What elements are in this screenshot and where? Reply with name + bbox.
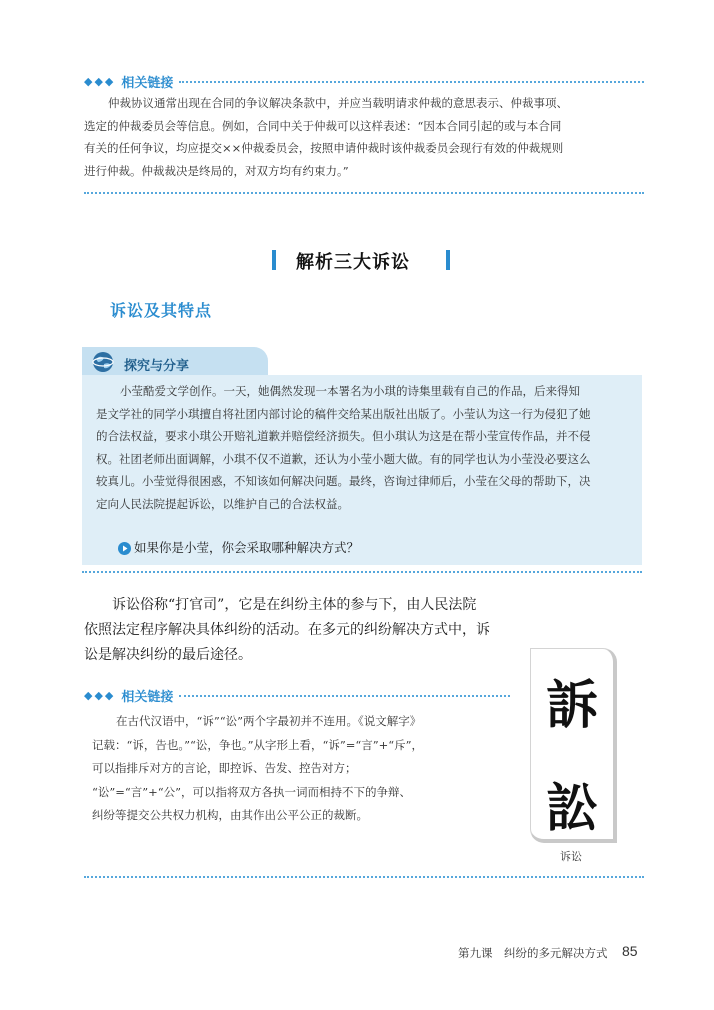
related-link-body bbox=[92, 710, 496, 828]
text-line: 进行仲裁。仲裁裁决是终局的，对双方均有约束力。” bbox=[84, 163, 349, 178]
related-link-header bbox=[84, 72, 644, 91]
related-link-title: 相关链接 bbox=[121, 690, 174, 705]
text-line: 的合法权益，要求小琪公开赔礼道歉并赔偿经济损失。但小琪认为这是在帮小莹宣传作品，并不侵 bbox=[96, 429, 591, 444]
heading-bar bbox=[272, 250, 276, 270]
text-line: 有关的任何争议，均应提交××仲裁委员会，按照申请仲裁时该仲裁委员会现行有效的仲裁规则 bbox=[84, 141, 564, 155]
text-line: 选定的仲裁委员会等信息。例如，合同中关于仲裁可以这样表述：“因本合同引起的或与本合同 bbox=[84, 118, 562, 133]
dotted-rule bbox=[179, 695, 510, 697]
explore-text bbox=[96, 380, 628, 516]
dotted-rule bbox=[84, 192, 644, 194]
subsection-title: 诉讼及其特点 bbox=[110, 301, 213, 320]
text-line: 诉讼俗称“打官司”，它是在纠纷主体的参与下，由人民法院 bbox=[112, 597, 477, 613]
related-link-body bbox=[84, 92, 644, 182]
seal-script-box bbox=[530, 648, 617, 843]
text-line: 仲裁协议通常出现在合同的争议解决条款中，并应当载明请求仲裁的意思表示、仲裁事项、 bbox=[108, 96, 568, 110]
body-paragraph bbox=[84, 593, 514, 668]
explore-question: 如果你是小莹，你会采取哪种解决方式？ bbox=[134, 540, 360, 555]
related-link-header bbox=[84, 686, 510, 705]
dotted-rule bbox=[82, 571, 642, 573]
heading-bar bbox=[446, 250, 450, 270]
text-line: 在古代汉语中，“诉”“讼”两个字最初并不连用。《说文解字》 bbox=[116, 714, 422, 728]
text-line: 定向人民法院提起诉讼，以维护自己的合法权益。 bbox=[96, 496, 349, 511]
footer-lesson: 第九课 纠纷的多元解决方式 bbox=[458, 946, 608, 960]
text-line: 讼是解决纠纷的最后途径。 bbox=[84, 647, 252, 663]
dotted-rule bbox=[179, 81, 644, 83]
play-circle-icon bbox=[118, 540, 131, 553]
text-line: 纠纷等提交公共权力机构，由其作出公平公正的裁断。 bbox=[92, 808, 368, 822]
text-line: 记载：“诉，告也。”“讼，争也。”从字形上看，“诉”=“言”+“斥”， bbox=[92, 737, 424, 752]
globe-icon bbox=[92, 351, 114, 373]
dotted-rule bbox=[84, 876, 644, 878]
page-number: 85 bbox=[622, 943, 638, 959]
related-link-title: 相关链接 bbox=[121, 76, 174, 91]
text-line: 较真儿。小莹觉得很困惑，不知该如何解决问题。最终，咨询过律师后，小莹在父母的帮助下，决 bbox=[96, 474, 591, 489]
seal-caption: 诉讼 bbox=[560, 850, 582, 863]
explore-label: 探究与分享 bbox=[124, 359, 190, 374]
section-title: 解析三大诉讼 bbox=[296, 252, 410, 273]
text-line: 是文学社的同学小琪擅自将社团内部讨论的稿件交给某出版社出版了。小莹认为这一行为侵犯了她 bbox=[96, 406, 591, 421]
text-line: 可以指排斥对方的言论，即控诉、告发、控告对方； bbox=[92, 761, 357, 775]
text-line: 依照法定程序解决具体纠纷的活动。在多元的纠纷解决方式中，诉 bbox=[84, 622, 490, 638]
text-line: 小莹酷爱文学创作。一天，她偶然发现一本署名为小琪的诗集里载有自己的作品，后来得知 bbox=[120, 384, 580, 398]
diamond-icon: ◆◆◆ bbox=[84, 689, 116, 702]
seal-char: 訟 bbox=[545, 778, 598, 839]
seal-char: 訴 bbox=[545, 675, 598, 736]
diamond-icon: ◆◆◆ bbox=[84, 75, 116, 88]
text-line: 权。社团老师出面调解，小琪不仅不道歉，还认为小莹小题大做。有的同学也认为小莹没必要这么 bbox=[96, 451, 591, 466]
text-line: “讼”=“言”+“公”，可以指将双方各执一词而相持不下的争辩、 bbox=[92, 784, 412, 799]
